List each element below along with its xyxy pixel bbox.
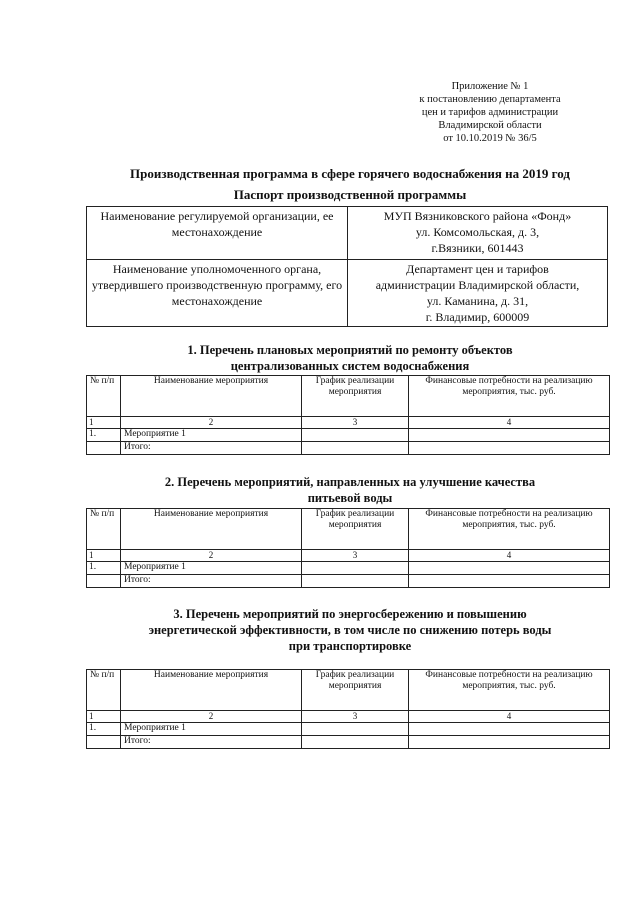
- header-name: Наименование мероприятия: [121, 670, 302, 711]
- header-num: № п/п: [87, 670, 121, 711]
- total-row: [87, 442, 610, 455]
- section-3-table: [86, 669, 610, 749]
- annex-line: Владимирской области: [438, 120, 542, 131]
- row-schedule: [302, 442, 409, 455]
- column-number-row: [87, 711, 610, 723]
- passport-value: [348, 260, 608, 327]
- column-number: 3: [302, 550, 409, 562]
- passport-label: Наименование регулируемой организации, ее местонахождение: [87, 207, 348, 260]
- column-number: 4: [409, 711, 610, 723]
- annex-line: Приложение № 1: [451, 81, 529, 92]
- title-line: централизованных систем водоснабжения: [230, 359, 470, 373]
- passport-label: Наименование уполномоченного органа, утвердившего производственную программу, его местонахождение: [87, 260, 348, 327]
- value-line: ул. Комсомольская, д. 3,: [415, 225, 540, 239]
- value-line: Департамент цен и тарифов: [406, 262, 549, 276]
- header-schedule: График реализации мероприятия: [302, 376, 409, 417]
- table-row: [87, 562, 610, 575]
- title-line: при транспортировке: [288, 639, 412, 653]
- passport-value: [348, 207, 608, 260]
- value-line: МУП Вязниковского района «Фонд»: [383, 209, 572, 223]
- section-3-title: [60, 606, 640, 654]
- total-label: Итого:: [121, 442, 302, 455]
- section-1-title: [60, 342, 640, 374]
- header-finance: Финансовые потребности на реализацию мероприятия, тыс. руб.: [409, 670, 610, 711]
- column-number: 1: [87, 711, 121, 723]
- table-row: [87, 429, 610, 442]
- row-name: Мероприятие 1: [121, 723, 302, 736]
- column-number: 1: [87, 417, 121, 429]
- row-finance: [409, 736, 610, 749]
- passport-table: [86, 206, 608, 327]
- row-finance: [409, 575, 610, 588]
- row-schedule: [302, 562, 409, 575]
- value-line: ул. Каманина, д. 31,: [426, 294, 529, 308]
- row-schedule: [302, 575, 409, 588]
- annex-line: от 10.10.2019 № 36/5: [443, 133, 537, 144]
- table-row: [87, 207, 608, 260]
- annex-line: к постановлению департамента: [419, 94, 561, 105]
- row-schedule: [302, 723, 409, 736]
- row-finance: [409, 562, 610, 575]
- column-number: 2: [121, 711, 302, 723]
- title-line: 2. Перечень мероприятий, направленных на улучшение качества: [164, 475, 536, 489]
- column-number: 2: [121, 550, 302, 562]
- column-number: 3: [302, 711, 409, 723]
- header-schedule: График реализации мероприятия: [302, 509, 409, 550]
- column-number: 4: [409, 550, 610, 562]
- total-label: Итого:: [121, 736, 302, 749]
- passport-title: Паспорт производственной программы: [233, 187, 467, 202]
- title-line: питьевой воды: [307, 491, 393, 505]
- header-num: № п/п: [87, 509, 121, 550]
- table-header-row: [87, 509, 610, 550]
- column-number: 4: [409, 417, 610, 429]
- header-finance: Финансовые потребности на реализацию мероприятия, тыс. руб.: [409, 509, 610, 550]
- annex-line: цен и тарифов администрации: [421, 107, 559, 118]
- header-name: Наименование мероприятия: [121, 376, 302, 417]
- total-row: [87, 575, 610, 588]
- section-1-table: [86, 375, 610, 455]
- title-line: 3. Перечень мероприятий по энергосбережению и повышению: [173, 607, 527, 621]
- row-num: [87, 442, 121, 455]
- row-num: 1.: [87, 562, 121, 575]
- row-name: Мероприятие 1: [121, 429, 302, 442]
- title-line: энергетической эффективности, в том числе по снижению потерь воды: [148, 623, 552, 637]
- column-number-row: [87, 550, 610, 562]
- row-num: [87, 575, 121, 588]
- row-num: 1.: [87, 429, 121, 442]
- row-schedule: [302, 429, 409, 442]
- table-row: [87, 723, 610, 736]
- value-line: администрации Владимирской области,: [375, 278, 580, 292]
- column-number: 1: [87, 550, 121, 562]
- row-finance: [409, 429, 610, 442]
- table-header-row: [87, 670, 610, 711]
- header-finance: Финансовые потребности на реализацию мероприятия, тыс. руб.: [409, 376, 610, 417]
- title-line: 1. Перечень плановых мероприятий по ремонту объектов: [187, 343, 513, 357]
- document-title: Производственная программа в сфере горячего водоснабжения на 2019 год: [130, 166, 570, 181]
- row-finance: [409, 723, 610, 736]
- header-num: № п/п: [87, 376, 121, 417]
- header-name: Наименование мероприятия: [121, 509, 302, 550]
- section-2-title: [60, 474, 640, 506]
- value-line: г.Вязники, 601443: [431, 241, 524, 255]
- row-name: Мероприятие 1: [121, 562, 302, 575]
- table-header-row: [87, 376, 610, 417]
- total-label: Итого:: [121, 575, 302, 588]
- section-2-table: [86, 508, 610, 588]
- row-num: 1.: [87, 723, 121, 736]
- value-line: г. Владимир, 600009: [425, 310, 530, 324]
- row-num: [87, 736, 121, 749]
- row-schedule: [302, 736, 409, 749]
- column-number: 3: [302, 417, 409, 429]
- table-row: [87, 260, 608, 327]
- column-number-row: [87, 417, 610, 429]
- row-finance: [409, 442, 610, 455]
- header-schedule: График реализации мероприятия: [302, 670, 409, 711]
- annex-header: [380, 80, 600, 145]
- column-number: 2: [121, 417, 302, 429]
- total-row: [87, 736, 610, 749]
